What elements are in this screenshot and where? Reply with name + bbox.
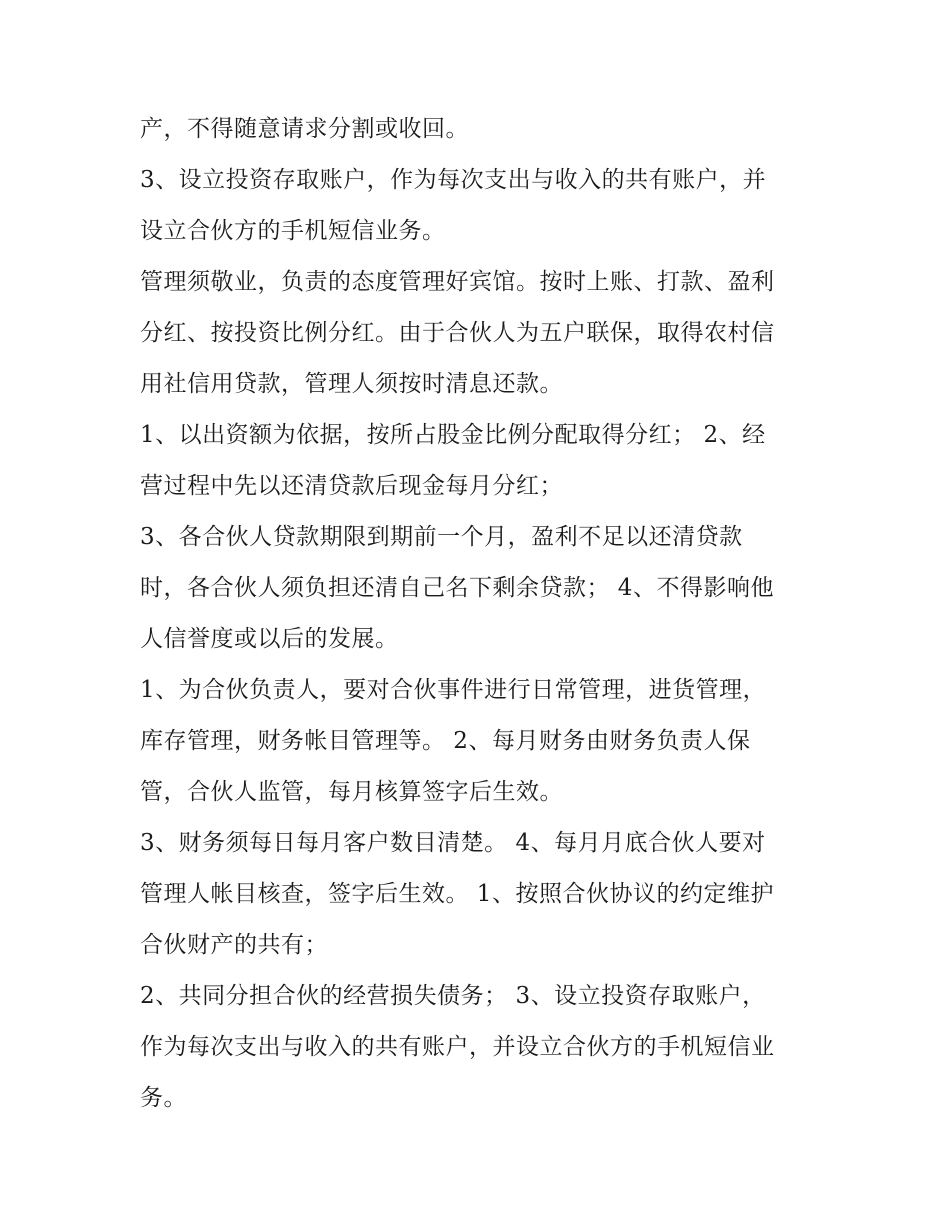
text-line: 营过程中先以还清贷款后现金每月分红； [140, 473, 563, 499]
text-line: 产，不得随意请求分割或收回。 [140, 116, 469, 142]
text-line: 务。 [140, 1085, 187, 1111]
text-line: 人信誉度或以后的发展。 [140, 626, 399, 652]
text-line: 3、设立投资存取账户，作为每次支出与收入的共有账户，并 [140, 167, 767, 193]
text-line: 管，合伙人监管，每月核算签字后生效。 [140, 779, 563, 805]
text-line: 分红、按投资比例分红。由于合伙人为五户联保，取得农村信 [140, 320, 775, 346]
text-line: 管理人帐目核查，签字后生效。 1、按照合伙协议的约定维护 [140, 881, 774, 907]
document-body [140, 104, 830, 1124]
text-line: 1、为合伙负责人，要对合伙事件进行日常管理，进货管理， [140, 677, 767, 703]
text-line: 设立合伙方的手机短信业务。 [140, 218, 446, 244]
text-line: 3、财务须每日每月客户数目清楚。 4、每月月底合伙人要对 [140, 830, 766, 856]
text-line: 3、各合伙人贷款期限到期前一个月，盈利不足以还清贷款 [140, 524, 743, 550]
text-line: 用社信用贷款，管理人须按时清息还款。 [140, 371, 563, 397]
text-line: 2、共同分担合伙的经营损失债务； 3、设立投资存取账户， [140, 983, 766, 1009]
text-line: 时，各合伙人须负担还清自己名下剩余贷款； 4、不得影响他 [140, 575, 774, 601]
text-line: 1、以出资额为依据，按所占股金比例分配取得分红； 2、经 [140, 422, 766, 448]
text-line: 作为每次支出与收入的共有账户，并设立合伙方的手机短信业 [140, 1034, 775, 1060]
text-line: 合伙财产的共有； [140, 932, 328, 958]
text-line: 库存管理，财务帐目管理等。 2、每月财务由财务负责人保 [140, 728, 751, 754]
text-line: 管理须敬业，负责的态度管理好宾馆。按时上账、打款、盈利 [140, 269, 775, 295]
